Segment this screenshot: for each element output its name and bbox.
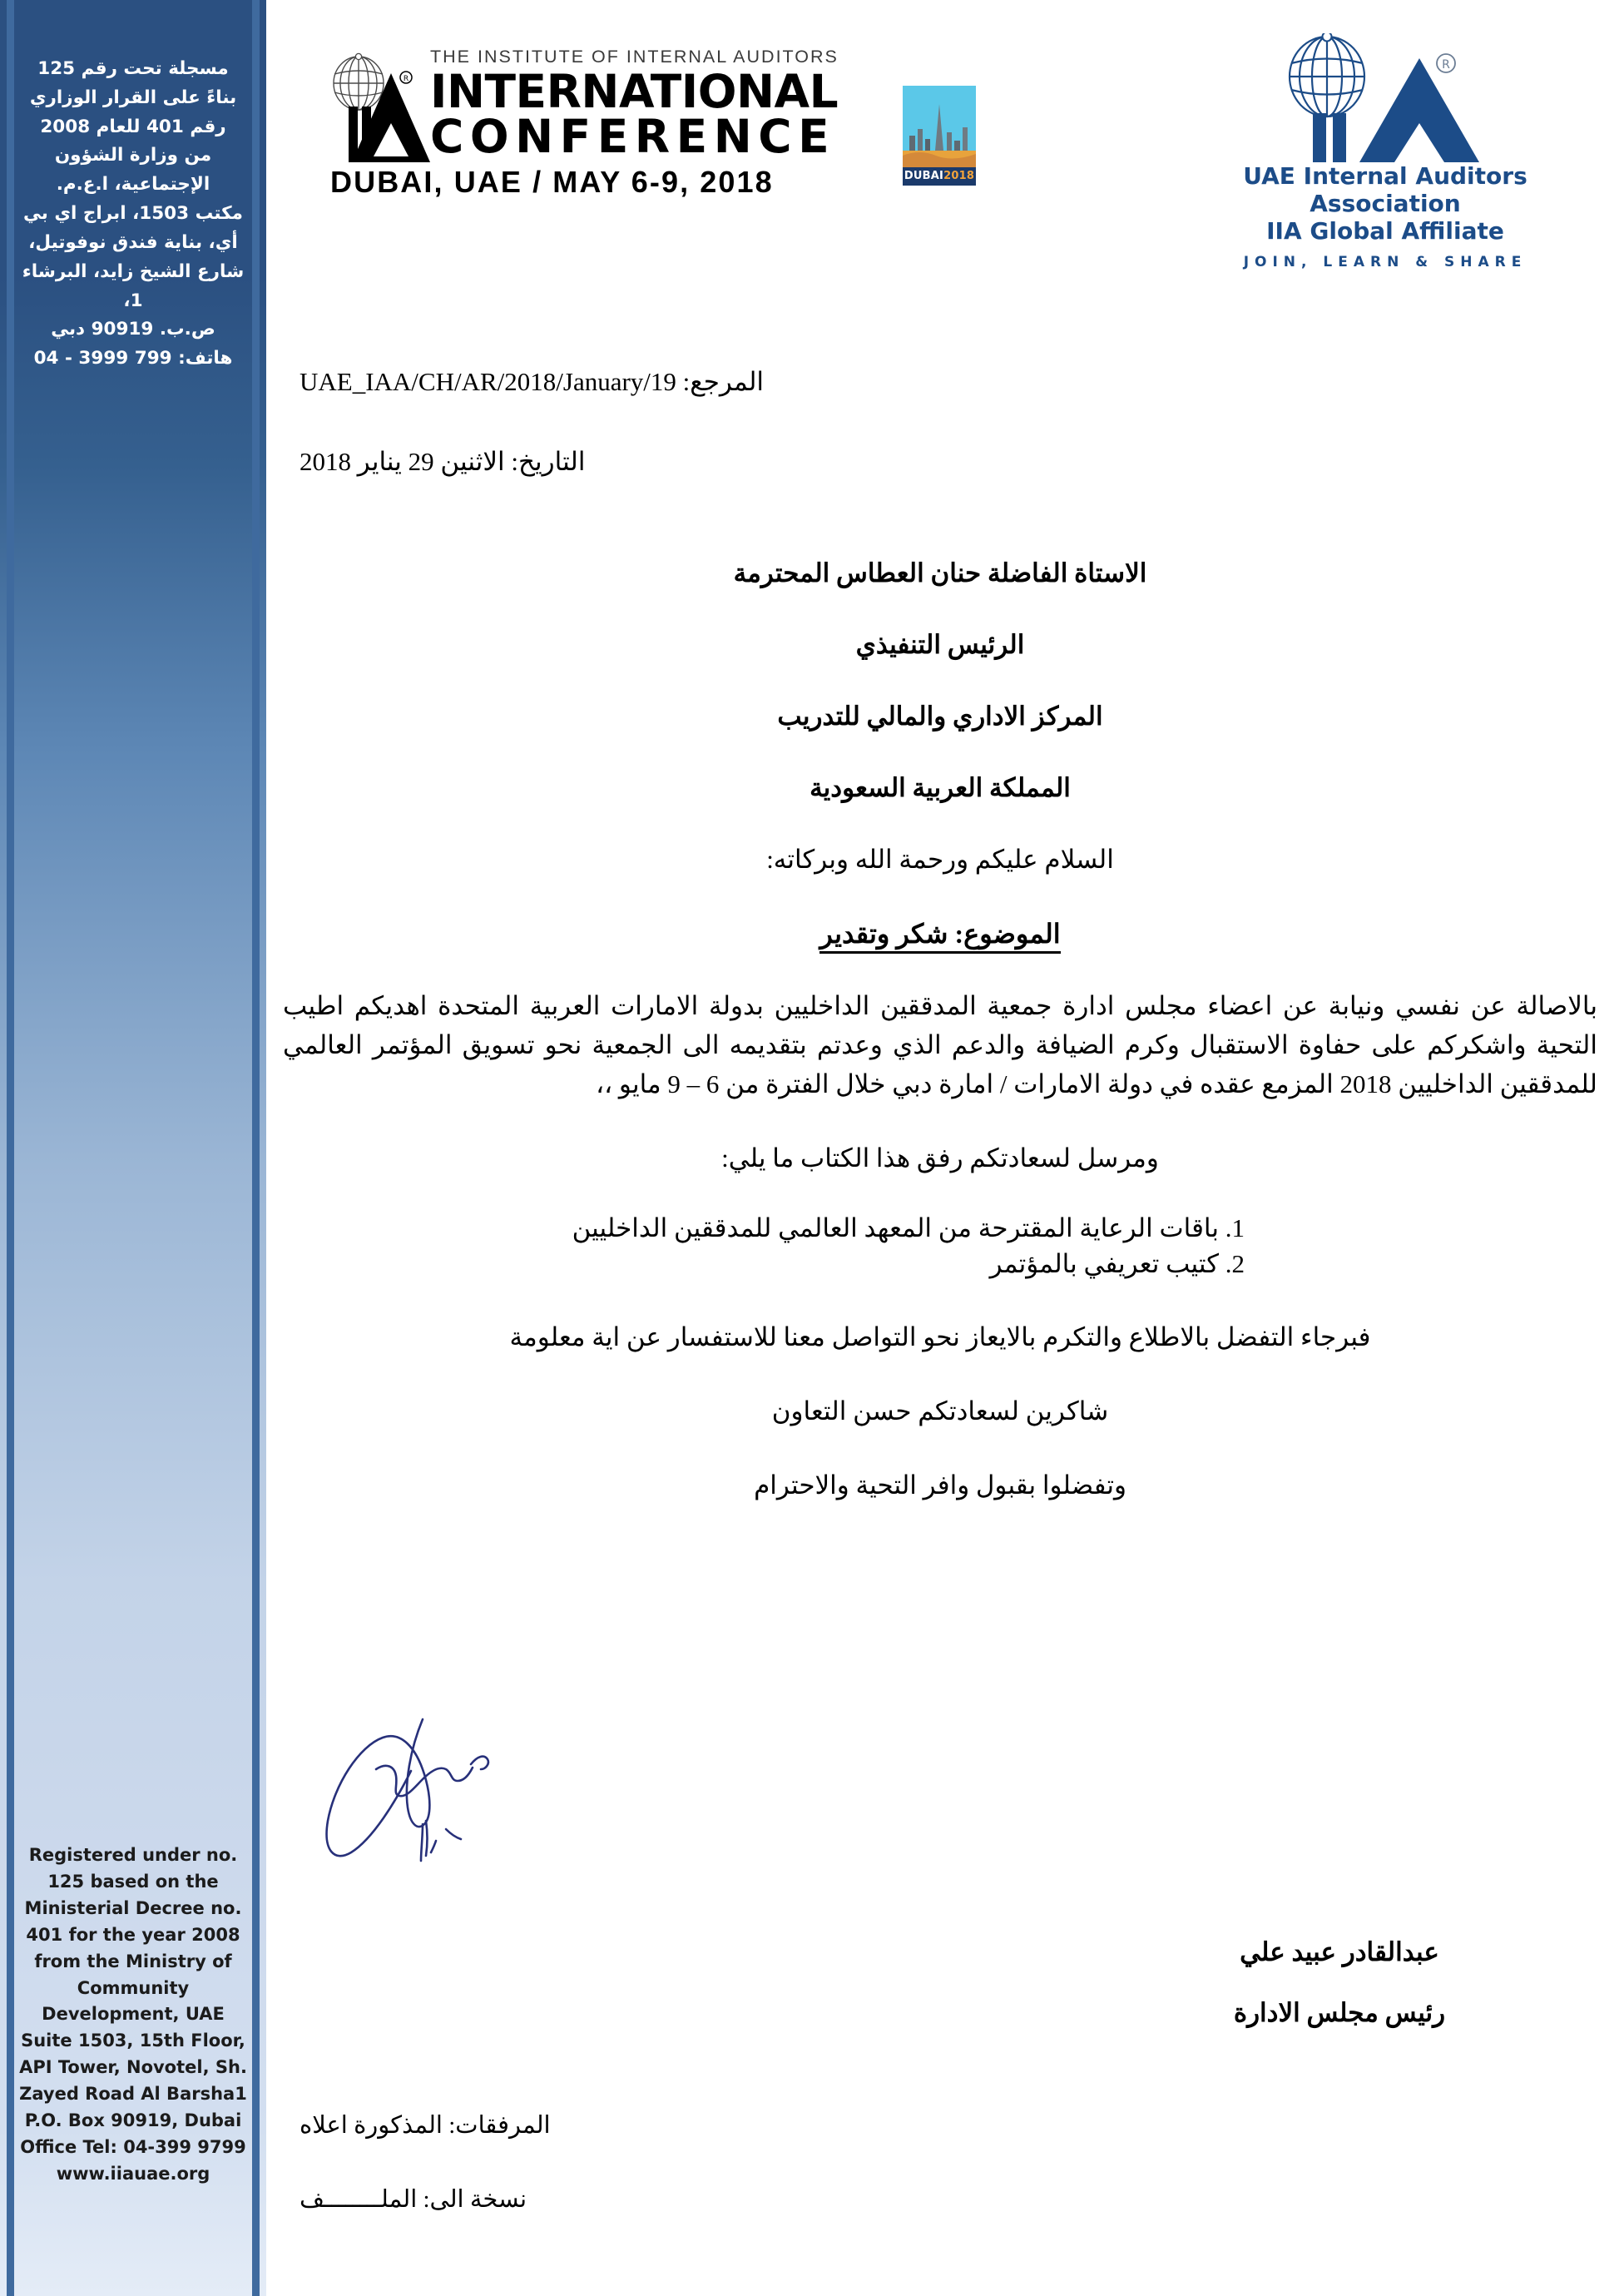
letter-body	[283, 350, 1597, 1505]
enclosure-intro: ومرسل لسعادتكم رفق هذا الكتاب ما يلي:	[721, 1143, 1159, 1173]
list-item: 1. باقات الرعاية المقترحة من المعهد العالمي للمدققين الداخليين	[283, 1211, 1219, 1247]
addressee-organization: المركز الاداري والمالي للتدريب	[777, 702, 1103, 731]
sidebar-ar-line-1: مسجلة تحت رقم 125	[37, 58, 229, 79]
enclosure-list	[283, 1211, 1597, 1282]
signer-name: عبدالقادر عبيد علي	[1240, 1937, 1439, 1966]
reference-line: المرجع: UAE_IAA/CH/AR/2018/January/19	[300, 367, 765, 396]
date-line: التاريخ: الاثنين 29 يناير 2018	[300, 447, 586, 477]
association-slogan: JOIN, LEARN & SHARE	[1243, 254, 1527, 271]
sidebar-ar-line-2: بناءً على القرار الوزاري رقم 401 للعام 2008	[29, 87, 237, 137]
subject-text: الموضوع: شكر وتقدير	[819, 919, 1060, 954]
sidebar-ar-line-3: من وزارة الشؤون الإجتماعية، ا.ع.م.	[54, 145, 212, 196]
attachments-note: المرفقات: المذكورة اعلاه	[300, 2112, 551, 2139]
dubai-badge-city: DUBAI	[904, 170, 944, 182]
signer-title: رئيس مجلس الادارة	[1233, 1998, 1446, 2027]
sidebar-rule-left	[7, 0, 14, 2296]
salutation: السلام عليكم ورحمة الله وبركاته:	[766, 844, 1114, 874]
dubai-2018-badge	[903, 86, 976, 186]
signer-block	[283, 1939, 1597, 2026]
conference-title-line-2: CONFERENCE	[430, 110, 836, 164]
sidebar-rule-right	[252, 0, 260, 2296]
addressee-country: المملكة العربية السعودية	[810, 773, 1071, 803]
svg-text:R: R	[403, 75, 409, 83]
sidebar-en-line-2: Suite 1503, 15th Floor, API Tower, Novotel, Sh. Zayed Road Al Barsha1	[19, 2031, 247, 2105]
letterhead-sidebar	[0, 0, 266, 2296]
sidebar-ar-line-4: مكتب 1503، ابراج اي بي أي، بناية فندق نوفوتيل، شارع الشيخ زايد، البرشاء 1،	[22, 203, 245, 311]
sidebar-en-line-3: P.O. Box 90919, Dubai	[24, 2110, 242, 2131]
sidebar-arabic-registration-block	[18, 55, 248, 374]
addressee-name: الاستاة الفاضلة حنان العطاس المحترمة	[733, 558, 1147, 588]
iia-international-conference-logo	[329, 40, 978, 200]
closing-request: فبرجاء التفضل بالاطلاع والتكرم بالايعاز نحو التواصل معنا للاستفسار عن اية معلومة	[509, 1322, 1371, 1351]
svg-text:R: R	[1442, 58, 1450, 72]
dubai-badge-caption	[903, 167, 976, 186]
association-name-line-2: IIA Global Affiliate	[1266, 217, 1504, 245]
conference-title-line-1: INTERNATIONAL	[430, 64, 839, 118]
dubai-skyline-icon	[903, 102, 976, 167]
list-item: 2. كتيب تعريفي بالمؤتمر	[283, 1247, 1219, 1282]
body-paragraph: بالاصالة عن نفسي ونيابة عن اعضاء مجلس ادارة جمعية المدققين الداخليين بدولة الامارات العربية المتحدة اهديكم اطيب التحية واشكركم على حفاوة الاستقبال وكرم الضيافة والدعم الذي وعدتم بتقديمه الى الجمعية نحو تسويق المؤتمر العالمي للمدققين الداخليين 2018 المزمع عقده في دولة الامارات / امارة دبي خلال الفترة من 6 – 9 مايو ،،	[283, 990, 1597, 1098]
conference-location-date: DUBAI, UAE / MAY 6-9, 2018	[330, 165, 774, 200]
handwritten-signature-icon	[324, 1698, 674, 1947]
dubai-badge-year: 2018	[943, 170, 975, 182]
iia-globe-pyramid-icon	[329, 50, 433, 162]
sidebar-ar-line-6: هاتف: 799 3999 - 04	[33, 348, 233, 369]
association-name-line-1: UAE Internal Auditors Association	[1243, 162, 1527, 218]
subject-line	[283, 918, 1597, 950]
sidebar-en-line-4: Office Tel: 04-399 9799	[20, 2136, 246, 2157]
copy-to-note: نسخة الى: الملــــــــف	[300, 2186, 527, 2213]
signature-image	[324, 1698, 674, 1947]
footer-notes	[283, 2114, 1614, 2212]
addressee-title: الرئيس التنفيذي	[855, 630, 1025, 660]
sidebar-english-registration-block	[15, 1842, 251, 2188]
thanks-line: شاكرين لسعادتكم حسن التعاون	[771, 1396, 1109, 1426]
regards-line: وتفضلوا بقبول وافر التحية والاحترام	[754, 1470, 1126, 1500]
conference-wordmark	[330, 40, 884, 200]
sidebar-en-website[interactable]: www.iiauae.org	[56, 2163, 210, 2184]
uae-iaa-logo	[1165, 33, 1606, 270]
sidebar-ar-line-5: ص.ب. 90919 دبي	[51, 319, 215, 340]
conference-tagline: THE INSTITUTE OF INTERNAL AUDITORS	[430, 47, 839, 67]
sidebar-en-line-1: Registered under no. 125 based on the Ministerial Decree no. 401 for the year 2008 from the Ministry of Community Development, UAE	[24, 1845, 242, 2025]
iia-association-globe-pyramid-icon	[1256, 33, 1514, 162]
